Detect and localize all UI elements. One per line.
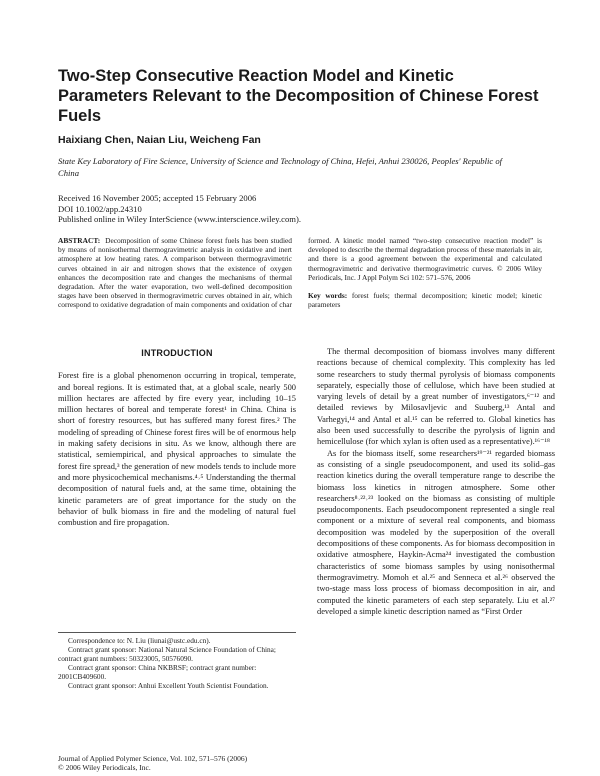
paper-title: Two-Step Consecutive Reaction Model and Kinetic Parameters Relevant to the Decomposition of Chinese Forest Fuels [58,67,539,125]
journal-citation: Journal of Applied Polymer Science, Vol. 102, 571–576 (2006) [58,754,248,763]
journal-info [58,754,296,772]
intro-paragraph-1: Forest fire is a global phenomenon occurring in tropical, temperate, and boreal regions. It is estimated that, at a global scale, nearly 500 million hectares are affected by fire every year, including 10–15 million hectares of boreal and temperate forest¹ in China. China is short of forestry resources, but has suffered many forest fires.² The modeling of spreading of Chinese forest fires will be of enormous help in making safety decisions in situ. As we know, although there are statistical, semiempirical, and physical approaches to simulate the forest fire spread,³ the generation of new models tends to include more and more physicochemical mechanisms.⁴˒⁵ Understanding the thermal decomposition of natural fuels and, at the same time, obtaining the kinetic parameters are of great importance for the study on the behavior of bulk biomass in fire and the modeling of natural fuel combustion and fire propagation. [58,371,296,528]
intro-paragraph-3: As for the biomass itself, some researchers¹⁹⁻²¹ regarded biomass as consisting of a single pseudocomponent, and used its solid–gas reaction kinetics during the overall temperature range to describe the biomass loss kinetics in nitrogen atmosphere. Some other researchers⁸˒²²˒²³ looked on the biomass as consisting of multiple pseudocomponents. Each pseudocomponent represented a single real component or a mixture of several real components, and biomass decomposition was modeled by the superposition of the overall decompositions of these components. As for biomass decomposition in oxidative atmosphere, Haykin-Acma²⁴ investigated the combustion characteristics of some biomass samples by using nonisothermal thermogravimetry. Momoh et al.²⁵ and Senneca et al.²⁶ observed the two-stage mass loss process of biomass decomposition in air, and computed the kinetic parameters of each step separately. Liu et al.²⁷ developed a simple kinetic description named as “First Order [317,448,555,616]
copyright-line: © 2006 Wiley Periodicals, Inc. [58,763,151,772]
grant-note-1: Contract grant sponsor: National Natural Science Foundation of China; contract grant numbers: 50323005, 50576090. [58,645,276,663]
doi: DOI 10.1002/app.24310 [58,203,142,214]
grant-note-3: Contract grant sponsor: Anhui Excellent Youth Scientist Foundation. [68,681,269,690]
left-column [58,346,296,528]
grant-note-2: Contract grant sponsor: China NKBRSF; contract grant number: 2001CB409600. [58,663,257,681]
keywords [308,291,542,309]
right-column [317,346,555,617]
published-online: Published online in Wiley InterScience (www.interscience.wiley.com). [58,214,301,224]
keywords-text: forest fuels; thermal decomposition; kinetic model; kinetic parameters [308,291,542,310]
correspondence-note: Correspondence to: N. Liu (liunai@ustc.edu.cn). [68,636,211,645]
keywords-label: Key words: [308,291,348,301]
footnotes [58,632,296,690]
intro-paragraph-2: The thermal decomposition of biomass involves many different reactions because of chemical complexity. This complexity has led some researchers to study thermal pyrolysis of biomass components separately, especially those of cellulose, which have been studied at varying levels of detail by a great number of investigators,⁶⁻¹² and detailed reviews by Milosavljevic and Suuberg,¹³ Antal and Varhegyi,¹⁴ and Antal et al.¹⁵ can be referred to. Global kinetics has also been used successfully to describe the pyrolysis of lignin and hemicellulose (for which xylan is often used as a representative).¹⁶⁻¹⁸ [317,347,555,447]
author-affiliation: State Key Laboratory of Fire Science, University of Science and Technology of China, Hefei, Anhui 230026, Peoples' Republic of China [58,156,503,178]
received-date: Received 16 November 2005; accepted 15 February 2006 [58,193,257,203]
abstract-label: ABSTRACT: [58,236,101,245]
introduction-heading: INTRODUCTION [141,348,213,358]
publication-dates [58,193,508,225]
author-list: Haixiang Chen, Naian Liu, Weicheng Fan [58,134,261,146]
abstract-text: Decomposition of some Chinese forest fuels has been studied by means of nonisothermal thermogravimetric analysis in oxidative and inert atmosphere at low heating rates. A comparison between thermogravimetric curves obtained in air and nitrogen shows that the existence of oxygen enhances the decomposition rate and changes the mechanisms of thermal degradation. After the water evaporation, two well-defined decomposition stages have been observed in thermogravimetric curves obtained in air, which correspond to oxidative degradation of main components and oxidation of char formed. A kinetic model named “two-step consecutive reaction model” is developed to describe the thermal degradation process of these materials in air, and there is a good agreement between the experimental and calculated thermogravimetric and derivative thermogravimetric curves. © 2006 Wiley Periodicals, Inc. J Appl Polym Sci 102: 571–576, 2006 [58,236,542,310]
footnote-divider [58,632,296,633]
abstract [58,236,542,310]
